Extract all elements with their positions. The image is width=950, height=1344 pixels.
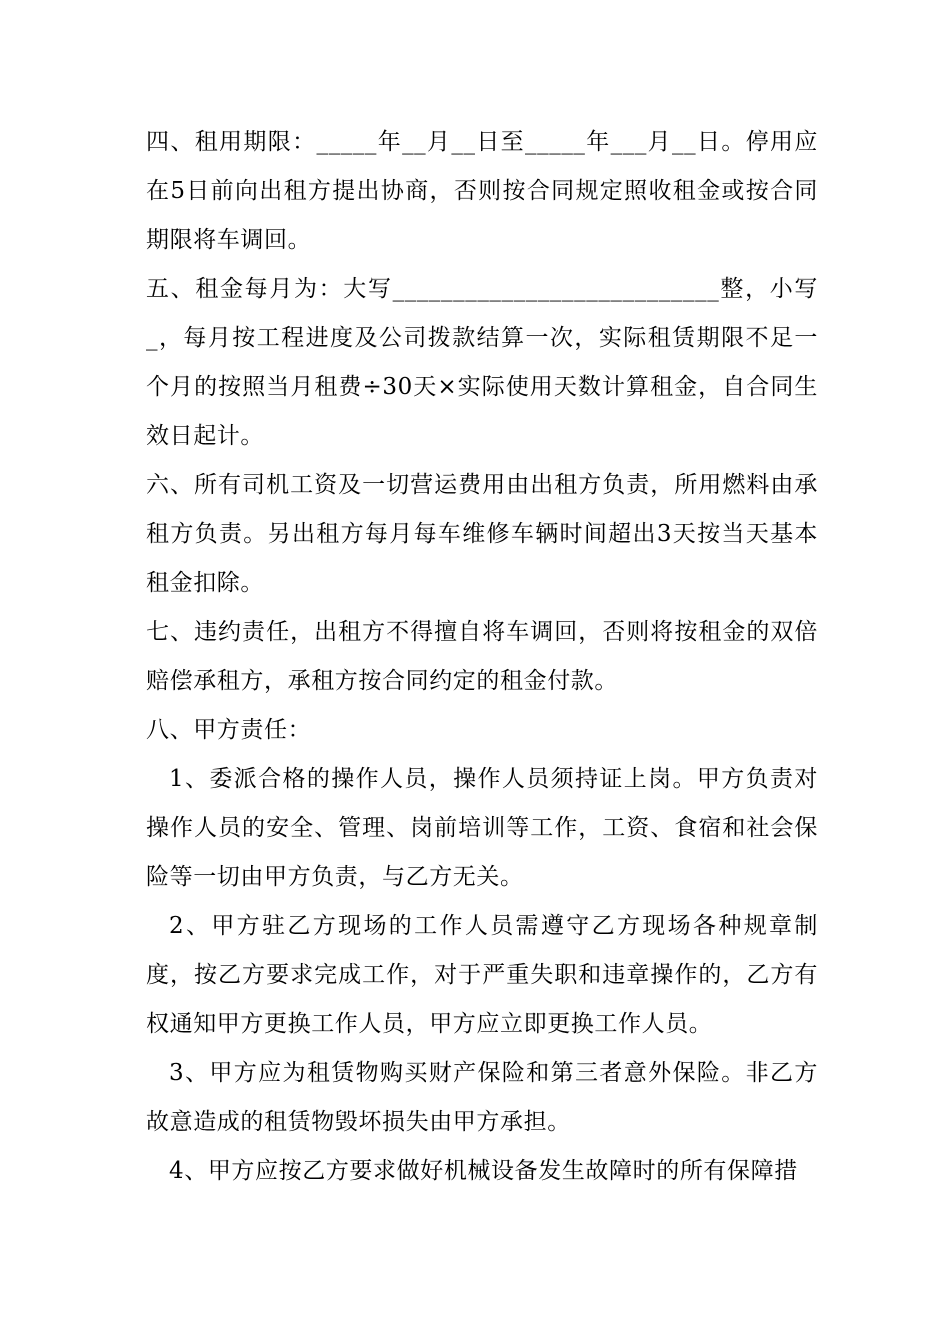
clause-party-a-item-3: 3、甲方应为租赁物购买财产保险和第三者意外保险。非乙方故意造成的租赁物毁坏损失由甲方承担。 (146, 1060, 818, 1135)
clause-party-a-item-1: 1、委派合格的操作人员，操作人员须持证上岗。甲方负责对操作人员的安全、管理、岗前培训等工作，工资、食宿和社会保险等一切由甲方负责，与乙方无关。 (146, 766, 818, 890)
clause-monthly-rent: 五、租金每月为：大写___________________________整，小写_，每月按工程进度及公司拨款结算一次，实际租赁期限不足一个月的按照当月租费÷30天×实际使用天数计算租金，自合同生效日起计。 (146, 276, 818, 449)
clause-party-a-item-2: 2、甲方驻乙方现场的工作人员需遵守乙方现场各种规章制度，按乙方要求完成工作，对于严重失职和违章操作的，乙方有权通知甲方更换工作人员，甲方应立即更换工作人员。 (146, 913, 818, 1037)
clause-rental-period: 四、租用期限：_____年__月__日至_____年___月__日。停用应在5日前向出租方提出协商，否则按合同规定照收租金或按合同期限将车调回。 (146, 129, 818, 253)
clause-party-a-item-4: 4、甲方应按乙方要求做好机械设备发生故障时的所有保障措 (169, 1158, 798, 1184)
clause-breach-liability: 七、违约责任，出租方不得擅自将车调回，否则将按租金的双倍赔偿承租方，承租方按合同约定的租金付款。 (146, 619, 818, 694)
clause-driver-costs: 六、所有司机工资及一切营运费用由出租方负责，所用燃料由承租方负责。另出租方每月每车维修车辆时间超出3天按当天基本租金扣除。 (146, 472, 818, 596)
clause-party-a-heading: 八、甲方责任： (146, 717, 312, 743)
contract-body (146, 118, 818, 1196)
